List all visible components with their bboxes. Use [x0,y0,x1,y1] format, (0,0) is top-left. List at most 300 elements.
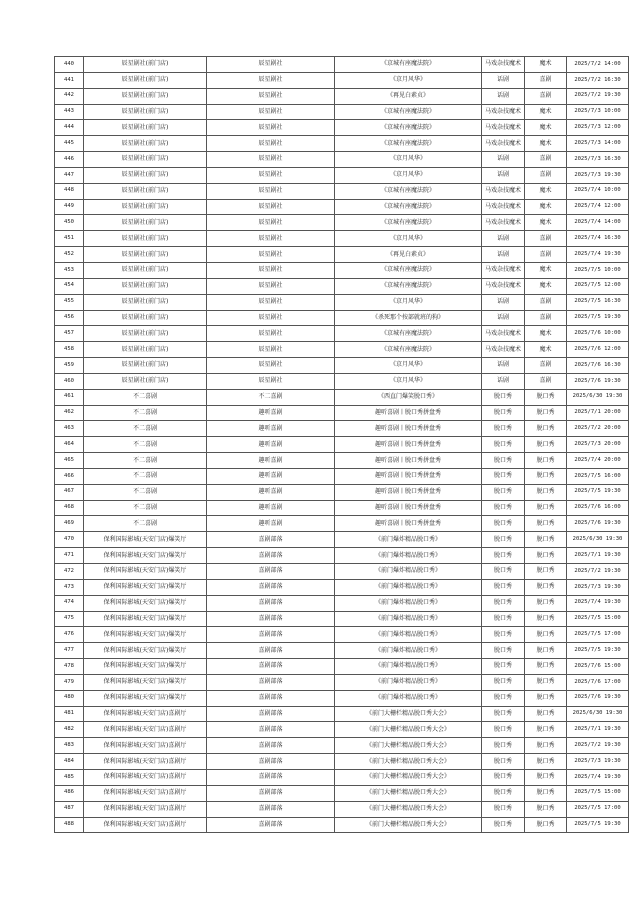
organizer-cell: 喜剧部落 [207,738,335,754]
show-title-cell: 《京月风华》 [335,358,482,374]
organizer-cell: 喜剧部落 [207,611,335,627]
venue-cell: 辰星剧社(前门店) [84,136,207,152]
show-title-cell: 《前门爆炸精品脱口秀》 [335,611,482,627]
show-title-cell: 《前门爆炸精品脱口秀》 [335,579,482,595]
table-row [55,310,629,326]
row-number-cell: 479 [55,674,84,690]
showtime-cell: 2025/7/6 16:30 [567,358,629,374]
show-title-cell: 《再见白素贞》 [335,247,482,263]
genre-cell: 马戏杂技魔术 [482,183,525,199]
organizer-cell: 辰星剧社 [207,358,335,374]
organizer-cell: 辰星剧社 [207,342,335,358]
venue-cell: 保利国际影城(天安门店)喜剧厅 [84,801,207,817]
subgenre-cell: 脱口秀 [525,516,567,532]
row-number-cell: 473 [55,579,84,595]
table-row [55,247,629,263]
show-title-cell: 《京城有座魔法院》 [335,262,482,278]
table-row [55,722,629,738]
genre-cell: 马戏杂技魔术 [482,326,525,342]
organizer-cell: 辰星剧社 [207,247,335,263]
venue-cell: 不二喜剧 [84,484,207,500]
table-row [55,564,629,580]
genre-cell: 脱口秀 [482,548,525,564]
subgenre-cell: 脱口秀 [525,659,567,675]
show-title-cell: 《京城有座魔法院》 [335,342,482,358]
venue-cell: 保利国际影城(天安门店)爆笑厅 [84,659,207,675]
row-number-cell: 451 [55,231,84,247]
table-body [55,57,629,833]
subgenre-cell: 魔术 [525,120,567,136]
subgenre-cell: 脱口秀 [525,405,567,421]
organizer-cell: 辰星剧社 [207,72,335,88]
showtime-cell: 2025/7/3 20:00 [567,437,629,453]
subgenre-cell: 脱口秀 [525,785,567,801]
row-number-cell: 459 [55,358,84,374]
genre-cell: 脱口秀 [482,817,525,833]
genre-cell: 脱口秀 [482,801,525,817]
row-number-cell: 441 [55,72,84,88]
show-title-cell: 《京城有座魔法院》 [335,104,482,120]
organizer-cell: 趣听喜剧 [207,405,335,421]
venue-cell: 保利国际影城(天安门店)爆笑厅 [84,674,207,690]
table-row [55,453,629,469]
organizer-cell: 辰星剧社 [207,152,335,168]
table-row [55,437,629,453]
table-row [55,801,629,817]
table-row [55,421,629,437]
subgenre-cell: 脱口秀 [525,453,567,469]
showtime-cell: 2025/7/3 12:00 [567,120,629,136]
organizer-cell: 辰星剧社 [207,88,335,104]
organizer-cell: 喜剧部落 [207,674,335,690]
row-number-cell: 481 [55,706,84,722]
venue-cell: 辰星剧社(前门店) [84,72,207,88]
table-row [55,278,629,294]
venue-cell: 不二喜剧 [84,405,207,421]
row-number-cell: 454 [55,278,84,294]
organizer-cell: 辰星剧社 [207,278,335,294]
show-title-cell: 《京城有座魔法院》 [335,183,482,199]
genre-cell: 脱口秀 [482,468,525,484]
table-row [55,120,629,136]
subgenre-cell: 喜剧 [525,72,567,88]
showtime-cell: 2025/7/2 19:30 [567,738,629,754]
table-row [55,294,629,310]
organizer-cell: 喜剧部落 [207,643,335,659]
genre-cell: 脱口秀 [482,627,525,643]
show-title-cell: 趣听喜剧丨脱口秀拼盘秀 [335,516,482,532]
row-number-cell: 445 [55,136,84,152]
showtime-cell: 2025/7/5 17:00 [567,801,629,817]
venue-cell: 不二喜剧 [84,500,207,516]
table-row [55,674,629,690]
subgenre-cell: 脱口秀 [525,722,567,738]
showtime-cell: 2025/7/4 19:30 [567,595,629,611]
genre-cell: 脱口秀 [482,437,525,453]
subgenre-cell: 脱口秀 [525,801,567,817]
genre-cell: 脱口秀 [482,405,525,421]
genre-cell: 话剧 [482,310,525,326]
show-title-cell: 《京月风华》 [335,152,482,168]
table-row [55,405,629,421]
organizer-cell: 辰星剧社 [207,104,335,120]
table-row [55,627,629,643]
organizer-cell: 辰星剧社 [207,326,335,342]
table-row [55,326,629,342]
venue-cell: 辰星剧社(前门店) [84,104,207,120]
showtime-cell: 2025/7/5 10:00 [567,262,629,278]
venue-cell: 保利国际影城(天安门店)爆笑厅 [84,548,207,564]
row-number-cell: 468 [55,500,84,516]
table-row [55,754,629,770]
genre-cell: 脱口秀 [482,453,525,469]
row-number-cell: 446 [55,152,84,168]
subgenre-cell: 脱口秀 [525,548,567,564]
row-number-cell: 442 [55,88,84,104]
show-title-cell: 趣听喜剧丨脱口秀拼盘秀 [335,468,482,484]
show-title-cell: 《前门大栅栏精品脱口秀大会》 [335,769,482,785]
subgenre-cell: 喜剧 [525,247,567,263]
showtime-cell: 2025/7/3 16:30 [567,152,629,168]
genre-cell: 话剧 [482,294,525,310]
organizer-cell: 喜剧部落 [207,754,335,770]
genre-cell: 马戏杂技魔术 [482,136,525,152]
table-row [55,88,629,104]
row-number-cell: 463 [55,421,84,437]
subgenre-cell: 喜剧 [525,310,567,326]
showtime-cell: 2025/7/3 19:30 [567,754,629,770]
genre-cell: 话剧 [482,152,525,168]
subgenre-cell: 脱口秀 [525,468,567,484]
organizer-cell: 喜剧部落 [207,564,335,580]
showtime-cell: 2025/7/6 10:00 [567,326,629,342]
row-number-cell: 466 [55,468,84,484]
subgenre-cell: 魔术 [525,57,567,73]
organizer-cell: 不二喜剧 [207,389,335,405]
showtime-cell: 2025/7/4 19:30 [567,769,629,785]
genre-cell: 马戏杂技魔术 [482,278,525,294]
showtime-cell: 2025/7/5 16:00 [567,468,629,484]
table-row [55,769,629,785]
showtime-cell: 2025/7/5 17:00 [567,627,629,643]
show-title-cell: 《京城有座魔法院》 [335,57,482,73]
showtime-cell: 2025/7/5 19:30 [567,310,629,326]
row-number-cell: 467 [55,484,84,500]
row-number-cell: 478 [55,659,84,675]
venue-cell: 辰星剧社(前门店) [84,310,207,326]
showtime-cell: 2025/7/1 20:00 [567,405,629,421]
show-title-cell: 《前门爆炸精品脱口秀》 [335,643,482,659]
organizer-cell: 喜剧部落 [207,801,335,817]
show-title-cell: 《前门大栅栏精品脱口秀大会》 [335,738,482,754]
venue-cell: 辰星剧社(前门店) [84,183,207,199]
row-number-cell: 485 [55,769,84,785]
table-row [55,484,629,500]
organizer-cell: 喜剧部落 [207,548,335,564]
row-number-cell: 476 [55,627,84,643]
subgenre-cell: 脱口秀 [525,595,567,611]
subgenre-cell: 脱口秀 [525,500,567,516]
row-number-cell: 458 [55,342,84,358]
show-title-cell: 趣听喜剧丨脱口秀拼盘秀 [335,437,482,453]
table-row [55,199,629,215]
row-number-cell: 452 [55,247,84,263]
showtime-cell: 2025/7/4 14:00 [567,215,629,231]
showtime-cell: 2025/6/30 19:30 [567,532,629,548]
subgenre-cell: 喜剧 [525,231,567,247]
showtime-cell: 2025/7/6 15:00 [567,659,629,675]
show-title-cell: 《前门大栅栏精品脱口秀大会》 [335,801,482,817]
show-title-cell: 《前门大栅栏精品脱口秀大会》 [335,722,482,738]
organizer-cell: 趣听喜剧 [207,484,335,500]
subgenre-cell: 脱口秀 [525,643,567,659]
venue-cell: 不二喜剧 [84,437,207,453]
row-number-cell: 447 [55,167,84,183]
row-number-cell: 440 [55,57,84,73]
table-row [55,358,629,374]
show-title-cell: 《前门爆炸精品脱口秀》 [335,627,482,643]
show-title-cell: 《前门爆炸精品脱口秀》 [335,595,482,611]
showtime-cell: 2025/7/6 19:30 [567,516,629,532]
row-number-cell: 472 [55,564,84,580]
table-row [55,104,629,120]
genre-cell: 脱口秀 [482,421,525,437]
subgenre-cell: 魔术 [525,183,567,199]
showtime-cell: 2025/7/2 20:00 [567,421,629,437]
show-title-cell: 《京城有座魔法院》 [335,136,482,152]
table-row [55,183,629,199]
row-number-cell: 444 [55,120,84,136]
show-title-cell: 《京月风华》 [335,294,482,310]
genre-cell: 脱口秀 [482,595,525,611]
row-number-cell: 471 [55,548,84,564]
row-number-cell: 448 [55,183,84,199]
table-row [55,532,629,548]
showtime-cell: 2025/7/3 19:30 [567,579,629,595]
organizer-cell: 喜剧部落 [207,659,335,675]
performance-schedule-table [54,56,629,833]
genre-cell: 脱口秀 [482,659,525,675]
venue-cell: 辰星剧社(前门店) [84,262,207,278]
organizer-cell: 喜剧部落 [207,722,335,738]
showtime-cell: 2025/7/4 19:30 [567,247,629,263]
genre-cell: 马戏杂技魔术 [482,120,525,136]
showtime-cell: 2025/6/30 19:30 [567,706,629,722]
table-row [55,231,629,247]
showtime-cell: 2025/7/5 16:30 [567,294,629,310]
genre-cell: 马戏杂技魔术 [482,57,525,73]
table-row [55,57,629,73]
table-row [55,738,629,754]
venue-cell: 保利国际影城(天安门店)喜剧厅 [84,754,207,770]
show-title-cell: 《京月风华》 [335,72,482,88]
showtime-cell: 2025/7/3 14:00 [567,136,629,152]
venue-cell: 保利国际影城(天安门店)爆笑厅 [84,595,207,611]
table-row [55,643,629,659]
show-title-cell: 《京月风华》 [335,231,482,247]
venue-cell: 保利国际影城(天安门店)爆笑厅 [84,690,207,706]
organizer-cell: 喜剧部落 [207,690,335,706]
subgenre-cell: 魔术 [525,215,567,231]
genre-cell: 马戏杂技魔术 [482,215,525,231]
row-number-cell: 457 [55,326,84,342]
row-number-cell: 453 [55,262,84,278]
table-row [55,548,629,564]
organizer-cell: 喜剧部落 [207,532,335,548]
subgenre-cell: 脱口秀 [525,484,567,500]
subgenre-cell: 魔术 [525,136,567,152]
row-number-cell: 477 [55,643,84,659]
show-title-cell: 趣听喜剧丨脱口秀拼盘秀 [335,484,482,500]
table-row [55,785,629,801]
show-title-cell: 《前门爆炸精品脱口秀》 [335,532,482,548]
organizer-cell: 趣听喜剧 [207,437,335,453]
venue-cell: 辰星剧社(前门店) [84,278,207,294]
venue-cell: 不二喜剧 [84,468,207,484]
show-title-cell: 《杀死那个按部就班的狗》 [335,310,482,326]
table-row [55,152,629,168]
table-row [55,516,629,532]
row-number-cell: 483 [55,738,84,754]
subgenre-cell: 魔术 [525,278,567,294]
table-row [55,72,629,88]
show-title-cell: 趣听喜剧丨脱口秀拼盘秀 [335,421,482,437]
venue-cell: 辰星剧社(前门店) [84,215,207,231]
showtime-cell: 2025/6/30 19:30 [567,389,629,405]
subgenre-cell: 魔术 [525,104,567,120]
show-title-cell: 《前门大栅栏精品脱口秀大会》 [335,817,482,833]
show-title-cell: 《再见白素贞》 [335,88,482,104]
organizer-cell: 喜剧部落 [207,595,335,611]
show-title-cell: 《京城有座魔法院》 [335,326,482,342]
row-number-cell: 456 [55,310,84,326]
organizer-cell: 喜剧部落 [207,579,335,595]
table-row [55,373,629,389]
venue-cell: 不二喜剧 [84,453,207,469]
row-number-cell: 460 [55,373,84,389]
row-number-cell: 469 [55,516,84,532]
venue-cell: 辰星剧社(前门店) [84,294,207,310]
subgenre-cell: 脱口秀 [525,817,567,833]
showtime-cell: 2025/7/2 19:30 [567,88,629,104]
genre-cell: 脱口秀 [482,722,525,738]
organizer-cell: 喜剧部落 [207,769,335,785]
table-row [55,817,629,833]
genre-cell: 脱口秀 [482,643,525,659]
row-number-cell: 482 [55,722,84,738]
genre-cell: 脱口秀 [482,785,525,801]
subgenre-cell: 喜剧 [525,167,567,183]
table-row [55,262,629,278]
venue-cell: 辰星剧社(前门店) [84,247,207,263]
subgenre-cell: 喜剧 [525,358,567,374]
row-number-cell: 443 [55,104,84,120]
showtime-cell: 2025/7/5 19:30 [567,484,629,500]
row-number-cell: 450 [55,215,84,231]
show-title-cell: 《京城有座魔法院》 [335,120,482,136]
show-title-cell: 《前门爆炸精品脱口秀》 [335,659,482,675]
subgenre-cell: 脱口秀 [525,389,567,405]
subgenre-cell: 魔术 [525,262,567,278]
showtime-cell: 2025/7/5 15:00 [567,785,629,801]
row-number-cell: 488 [55,817,84,833]
venue-cell: 保利国际影城(天安门店)喜剧厅 [84,706,207,722]
organizer-cell: 辰星剧社 [207,120,335,136]
table-row [55,500,629,516]
table-row [55,706,629,722]
row-number-cell: 480 [55,690,84,706]
venue-cell: 辰星剧社(前门店) [84,231,207,247]
genre-cell: 马戏杂技魔术 [482,342,525,358]
organizer-cell: 辰星剧社 [207,183,335,199]
subgenre-cell: 魔术 [525,199,567,215]
genre-cell: 脱口秀 [482,674,525,690]
table-row [55,690,629,706]
venue-cell: 辰星剧社(前门店) [84,326,207,342]
show-title-cell: 趣听喜剧丨脱口秀拼盘秀 [335,500,482,516]
table-row [55,611,629,627]
venue-cell: 辰星剧社(前门店) [84,167,207,183]
genre-cell: 话剧 [482,72,525,88]
genre-cell: 话剧 [482,373,525,389]
subgenre-cell: 脱口秀 [525,754,567,770]
row-number-cell: 487 [55,801,84,817]
venue-cell: 辰星剧社(前门店) [84,120,207,136]
organizer-cell: 辰星剧社 [207,310,335,326]
organizer-cell: 趣听喜剧 [207,453,335,469]
genre-cell: 马戏杂技魔术 [482,104,525,120]
subgenre-cell: 喜剧 [525,373,567,389]
show-title-cell: 《前门爆炸精品脱口秀》 [335,548,482,564]
venue-cell: 不二喜剧 [84,516,207,532]
venue-cell: 保利国际影城(天安门店)喜剧厅 [84,785,207,801]
showtime-cell: 2025/7/5 12:00 [567,278,629,294]
row-number-cell: 464 [55,437,84,453]
genre-cell: 话剧 [482,358,525,374]
show-title-cell: 趣听喜剧丨脱口秀拼盘秀 [335,405,482,421]
genre-cell: 脱口秀 [482,611,525,627]
venue-cell: 辰星剧社(前门店) [84,57,207,73]
organizer-cell: 喜剧部落 [207,627,335,643]
venue-cell: 保利国际影城(天安门店)喜剧厅 [84,817,207,833]
showtime-cell: 2025/7/5 15:00 [567,611,629,627]
showtime-cell: 2025/7/6 19:30 [567,373,629,389]
genre-cell: 脱口秀 [482,564,525,580]
subgenre-cell: 魔术 [525,326,567,342]
organizer-cell: 趣听喜剧 [207,500,335,516]
organizer-cell: 趣听喜剧 [207,468,335,484]
showtime-cell: 2025/7/4 10:00 [567,183,629,199]
venue-cell: 保利国际影城(天安门店)爆笑厅 [84,579,207,595]
table-row [55,468,629,484]
subgenre-cell: 脱口秀 [525,674,567,690]
show-title-cell: 趣听喜剧丨脱口秀拼盘秀 [335,453,482,469]
venue-cell: 不二喜剧 [84,421,207,437]
genre-cell: 马戏杂技魔术 [482,262,525,278]
showtime-cell: 2025/7/2 19:30 [567,564,629,580]
venue-cell: 辰星剧社(前门店) [84,358,207,374]
genre-cell: 脱口秀 [482,484,525,500]
organizer-cell: 辰星剧社 [207,136,335,152]
venue-cell: 辰星剧社(前门店) [84,199,207,215]
row-number-cell: 461 [55,389,84,405]
showtime-cell: 2025/7/5 19:30 [567,817,629,833]
venue-cell: 保利国际影城(天安门店)爆笑厅 [84,643,207,659]
show-title-cell: 《前门大栅栏精品脱口秀大会》 [335,754,482,770]
organizer-cell: 喜剧部落 [207,817,335,833]
show-title-cell: 《京城有座魔法院》 [335,199,482,215]
organizer-cell: 辰星剧社 [207,199,335,215]
